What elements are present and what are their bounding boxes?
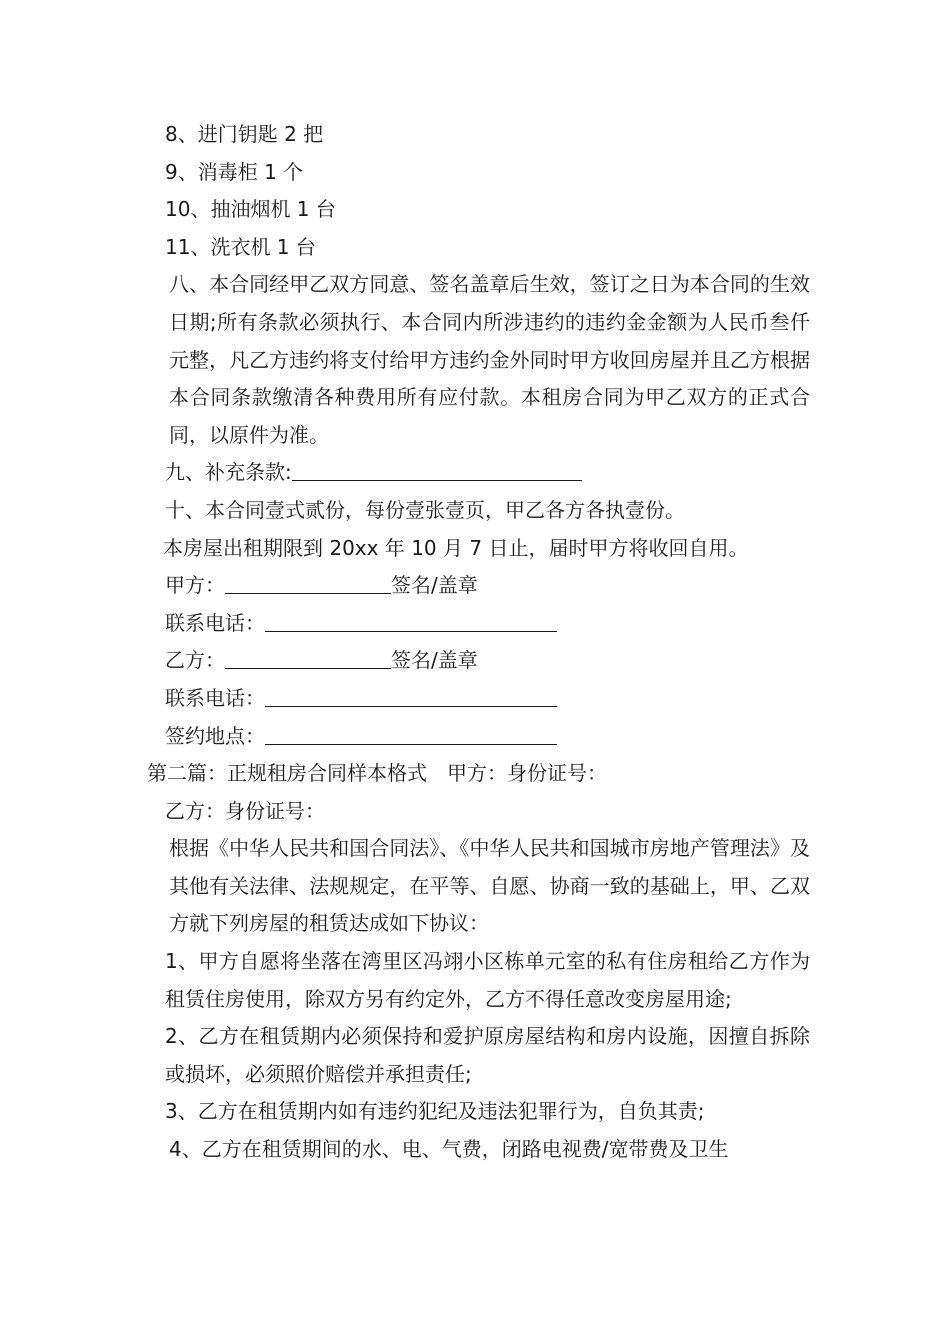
clause-8-paragraph: 八、本合同经甲乙双方同意、签名盖章后生效，签订之日为本合同的生效日期;所有条款必须执行、本合同内所涉违约的违约金金额为人民币叁仟元整，凡乙方违约将支付给甲方违约金外同时甲方收回房屋并且乙方根据本合同条款缴清各种费用所有应付款。本租房合同为甲乙双方的正式合同，以原件为准。 bbox=[169, 272, 810, 447]
phone-a-line bbox=[145, 605, 810, 643]
clause-10-line: 十、本合同壹式贰份，每份壹张壹页，甲乙各方各执壹份。 bbox=[165, 497, 685, 522]
party-a-line bbox=[145, 567, 810, 605]
list-item: 8、进门钥匙 2 把 bbox=[165, 122, 324, 146]
phone-b-line bbox=[145, 680, 810, 718]
part-2-clause-3: 3、乙方在租赁期内如有违约犯纪及违法犯罪行为，自负其责; bbox=[165, 1099, 705, 1124]
party-b-blank bbox=[225, 646, 391, 669]
phone-b-label: 联系电话： bbox=[165, 685, 265, 710]
party-a-blank bbox=[225, 571, 391, 594]
party-b-sign: 签名/盖章 bbox=[391, 648, 478, 673]
document-body bbox=[145, 116, 810, 1169]
clause-9-line bbox=[145, 454, 810, 492]
list-item: 9、消毒柜 1 个 bbox=[165, 159, 304, 184]
party-a-sign: 签名/盖章 bbox=[391, 573, 478, 598]
party-b-line bbox=[145, 642, 810, 680]
part-2-clause-4: 4、乙方在租赁期间的水、电、气费，闭路电视费/宽带费及卫生 bbox=[169, 1137, 729, 1162]
place-line bbox=[145, 718, 810, 756]
party-a-label: 甲方： bbox=[165, 573, 225, 598]
supplement-blank bbox=[292, 458, 582, 481]
place-label: 签约地点： bbox=[165, 723, 265, 748]
place-blank bbox=[265, 722, 557, 745]
clause-9-label: 九、补充条款: bbox=[165, 460, 292, 485]
part-2-party-b: 乙方：身份证号： bbox=[165, 798, 325, 823]
part-2-intro: 根据《中华人民共和国合同法》、《中华人民共和国城市房地产管理法》及其他有关法律、法规规定，在平等、自愿、协商一致的基础上，甲、乙双方就下列房屋的租赁达成如下协议： bbox=[169, 836, 810, 936]
phone-b-blank bbox=[265, 684, 557, 707]
list-item: 10、抽油烟机 1 台 bbox=[165, 197, 336, 222]
phone-a-label: 联系电话： bbox=[165, 610, 265, 635]
party-b-label: 乙方： bbox=[165, 648, 225, 673]
part-2-heading: 第二篇：正规租房合同样本格式 甲方：身份证号： bbox=[147, 761, 607, 786]
phone-a-blank bbox=[265, 609, 557, 632]
part-2-clause-1: 1、甲方自愿将坐落在湾里区冯翊小区栋单元室的私有住房租给乙方作为租赁住房使用，除双方另有约定外，乙方不得任意改变房屋用途; bbox=[165, 949, 810, 1011]
part-2-clause-2: 2、乙方在租赁期内必须保持和爱护原房屋结构和房内设施，因擅自拆除或损坏，必须照价赔偿并承担责任; bbox=[165, 1024, 810, 1086]
list-item: 11、洗衣机 1 台 bbox=[165, 234, 316, 259]
term-note-line: 本房屋出租期限到 20xx 年 10 月 7 日止，届时甲方将收回自用。 bbox=[163, 535, 749, 560]
